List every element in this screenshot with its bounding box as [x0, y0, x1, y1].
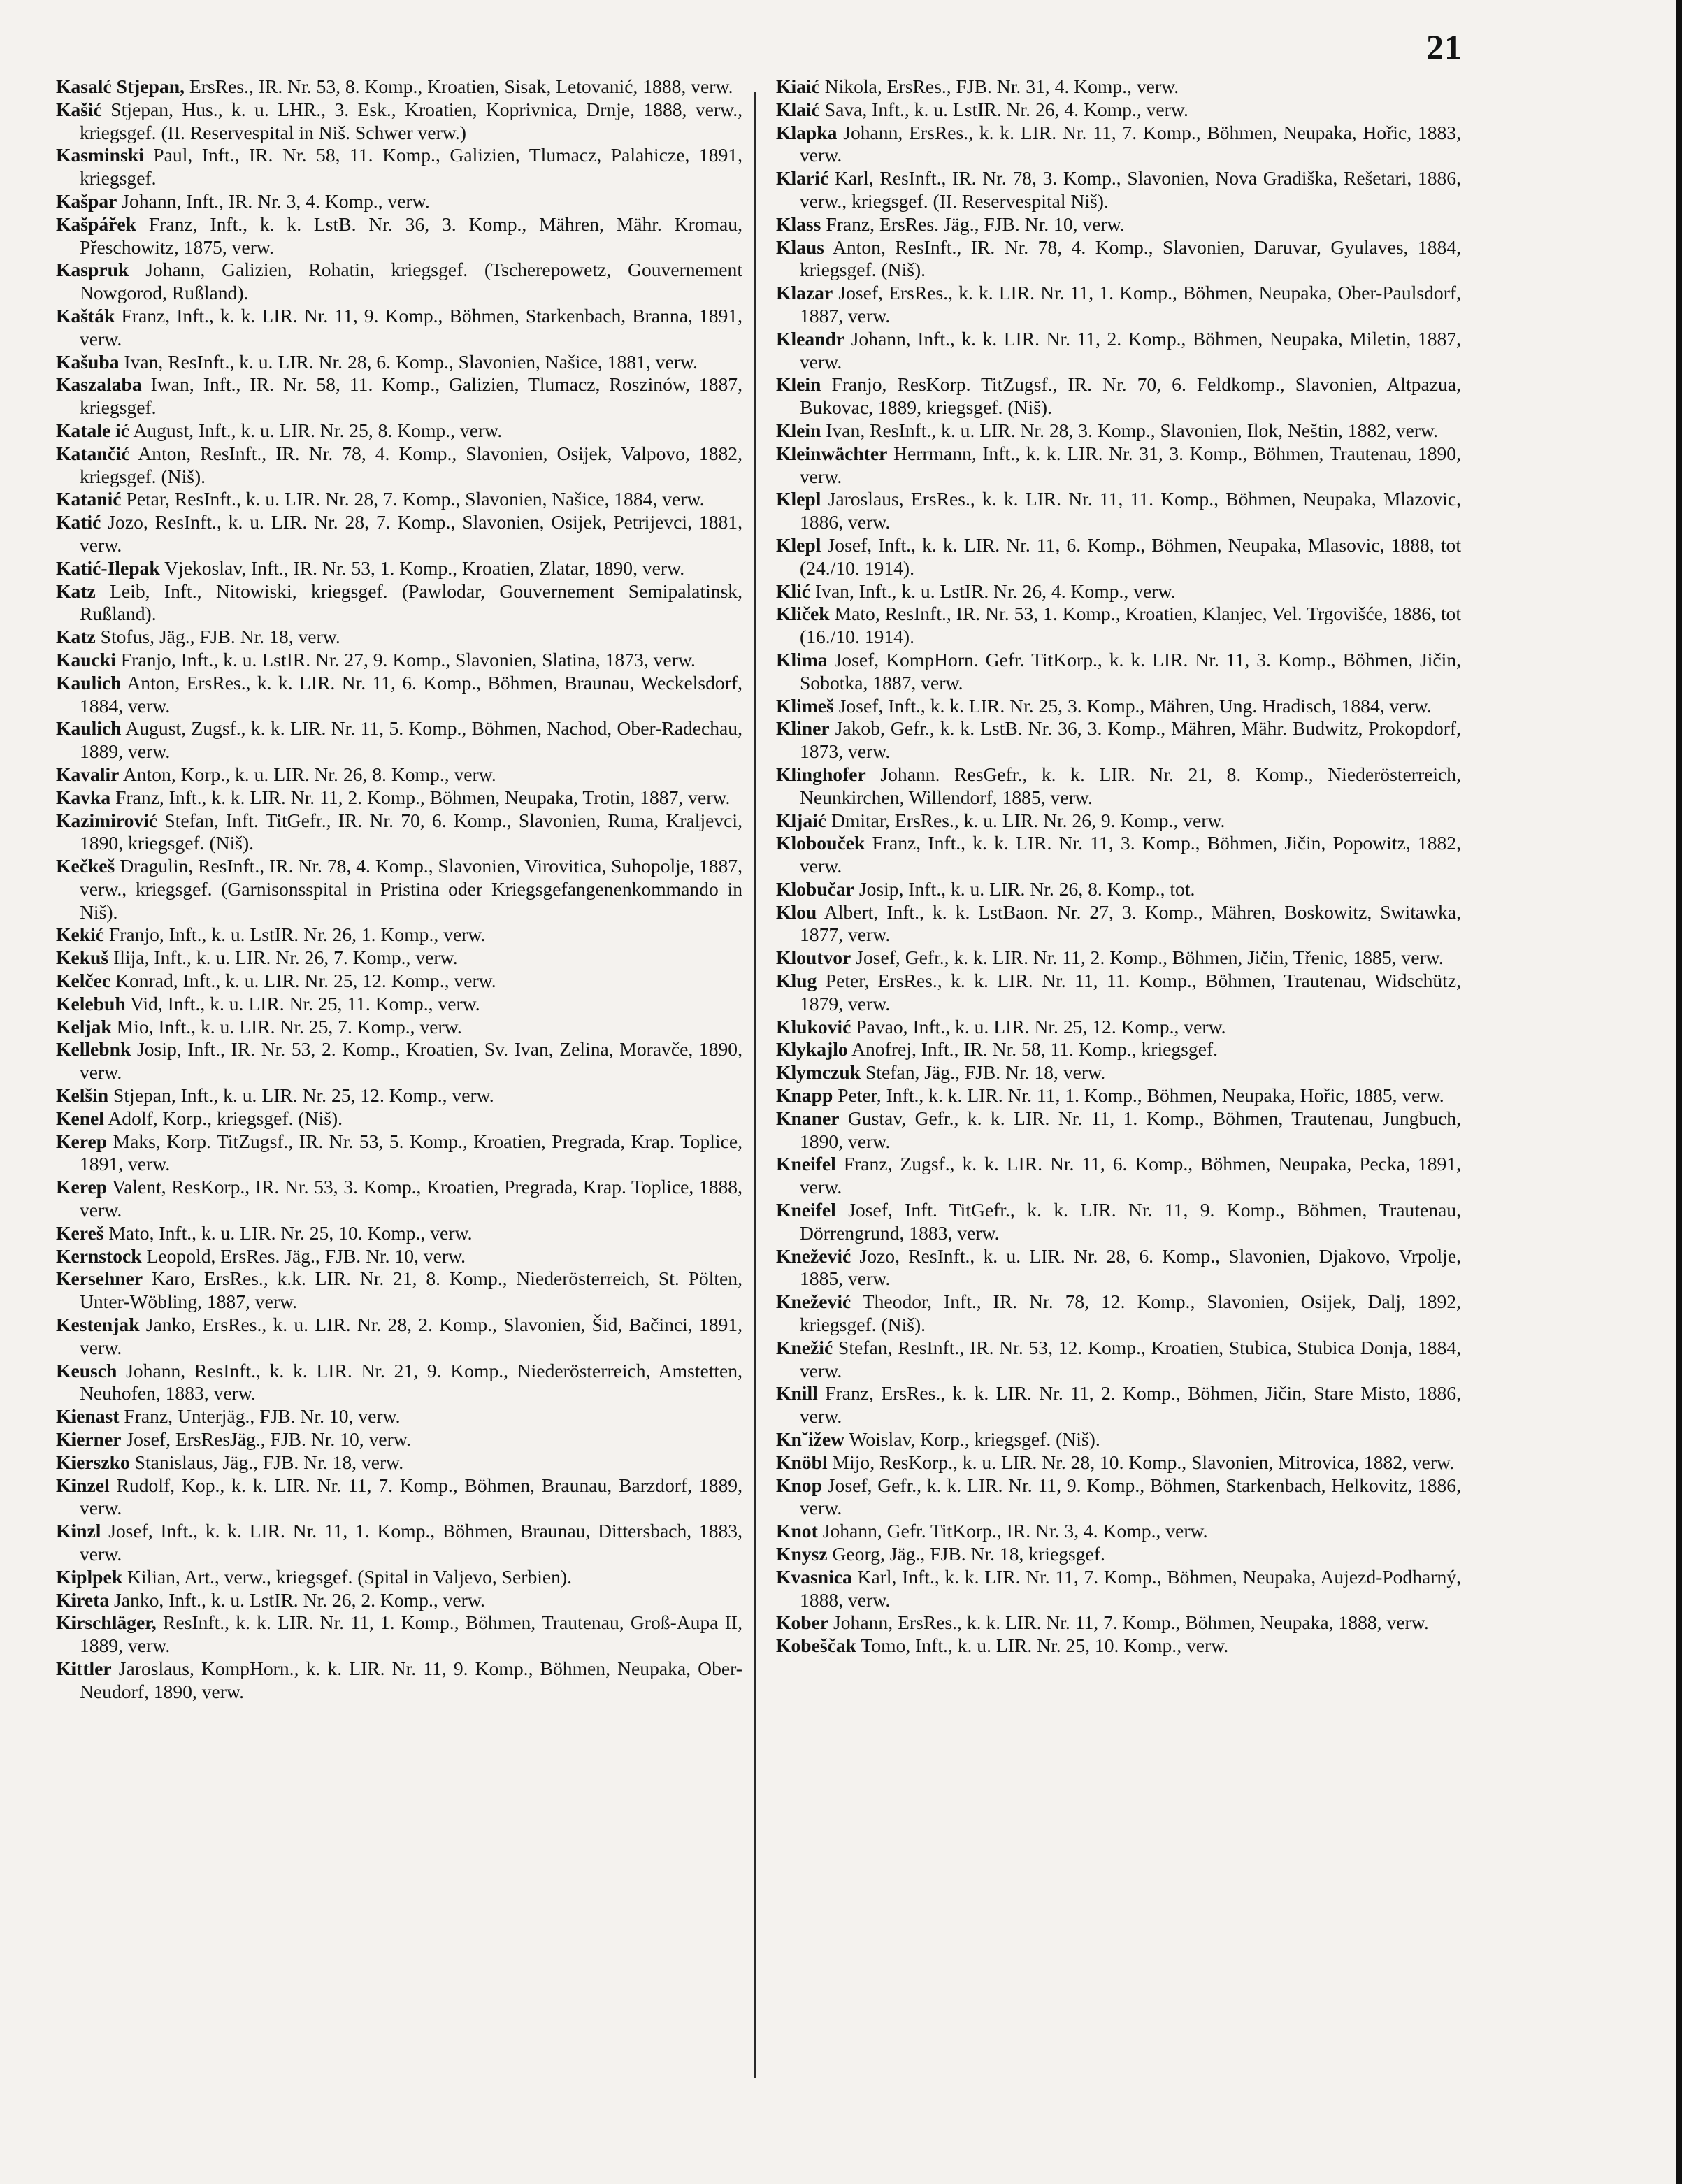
list-entry [56, 810, 742, 856]
list-entry [56, 855, 742, 924]
entry-surname: Kerep [56, 1130, 108, 1152]
list-entry [56, 443, 742, 489]
list-entry [56, 213, 742, 259]
list-entry [776, 970, 1461, 1016]
list-entry [56, 557, 742, 580]
entry-surname: Klobouček [776, 832, 865, 854]
list-entry [776, 1084, 1461, 1107]
entry-surname: Kienast [56, 1405, 120, 1428]
list-entry [56, 1474, 742, 1521]
list-entry [776, 878, 1461, 901]
entry-surname: Katančić [56, 442, 130, 464]
list-entry [56, 1267, 742, 1314]
list-entry [776, 1199, 1461, 1245]
list-entry [56, 993, 742, 1016]
entry-details: Franz, Unterjäg., FJB. Nr. 10, verw. [124, 1405, 401, 1428]
entry-surname: Klass [776, 213, 821, 235]
entry-details: Karl, ResInft., IR. Nr. 78, 3. Komp., Slavonien, Nova Gradiška, Rešetari, 1886, verw., kriegsgef. (II. Reservespital Niš). [800, 167, 1461, 212]
list-entry [56, 99, 742, 145]
entry-surname: Katz [56, 580, 96, 602]
entry-surname: Kobeščak [776, 1635, 856, 1657]
entry-surname: Klazar [776, 282, 833, 304]
list-entry [776, 1153, 1461, 1199]
list-entry [776, 580, 1461, 603]
entry-details: Woislav, Korp., kriegsgef. (Niš). [849, 1428, 1100, 1451]
entry-surname: Kašuba [56, 350, 120, 373]
entry-surname: Kavalir [56, 763, 120, 785]
entry-surname: Knežević [776, 1244, 851, 1267]
entry-surname: Kireta [56, 1588, 110, 1611]
entry-details: Stanislaus, Jäg., FJB. Nr. 18, verw. [134, 1451, 404, 1473]
entry-surname: Klykajlo [776, 1038, 848, 1061]
entry-details: Sava, Inft., k. u. LstIR. Nr. 26, 4. Komp., verw. [824, 98, 1188, 120]
entry-surname: Knöbl [776, 1451, 828, 1473]
entry-surname: Kasminski [56, 144, 144, 166]
list-entry [56, 1107, 742, 1130]
entry-details: Tomo, Inft., k. u. LIR. Nr. 25, 10. Komp., verw. [861, 1635, 1229, 1657]
entry-details: Iwan, Inft., IR. Nr. 58, 11. Komp., Galizien, Tlumacz, Roszinów, 1887, kriegsgef. [80, 373, 742, 419]
entry-details: ErsRes., IR. Nr. 53, 8. Komp., Kroatien, Sisak, Letovanić, 1888, verw. [189, 76, 733, 97]
list-entry [56, 76, 742, 99]
list-entry [776, 443, 1461, 489]
entry-surname: Klou [776, 900, 817, 923]
list-entry [776, 1451, 1461, 1474]
list-entry [776, 1016, 1461, 1039]
entry-surname: Klaić [776, 98, 820, 120]
list-entry [56, 511, 742, 557]
entry-details: Karl, Inft., k. k. LIR. Nr. 11, 7. Komp., Böhmen, Neupaka, Aujezd-Podharný, 1888, verw. [800, 1565, 1461, 1611]
entry-details: Johann, Gefr. TitKorp., IR. Nr. 3, 4. Komp., verw. [822, 1520, 1208, 1542]
list-entry [776, 1038, 1461, 1061]
entry-details: Gustav, Gefr., k. k. LIR. Nr. 11, 1. Komp., Böhmen, Trautenau, Jungbuch, 1890, verw. [800, 1107, 1461, 1152]
list-entry [776, 1566, 1461, 1612]
list-entry [56, 351, 742, 374]
entry-details: Anton, ResInft., IR. Nr. 78, 4. Komp., Slavonien, Daruvar, Gyulaves, 1884, kriegsgef. (Niš). [800, 236, 1461, 281]
list-entry [776, 1428, 1461, 1451]
entry-surname: Kneifel [776, 1153, 836, 1175]
entry-details: Leib, Inft., Nitowiski, kriegsgef. (Pawlodar, Gouvernement Semipalatinsk, Rußland). [80, 580, 742, 625]
list-entry [56, 786, 742, 810]
list-entry [56, 1245, 742, 1268]
entry-surname: Klaus [776, 236, 825, 258]
entry-surname: Kašić [56, 98, 102, 120]
entry-details: Johann, ErsRes., k. k. LIR. Nr. 11, 7. Komp., Böhmen, Neupaka, 1888, verw. [833, 1611, 1429, 1634]
entry-details: Anton, ResInft., IR. Nr. 78, 4. Komp., Slavonien, Osijek, Valpovo, 1882, kriegsgef. (Niš). [80, 442, 742, 487]
entry-details: Johann, ErsRes., k. k. LIR. Nr. 11, 7. Komp., Böhmen, Neupaka, Hořic, 1883, verw. [800, 121, 1461, 166]
list-entry [776, 213, 1461, 236]
entry-details: Jakob, Gefr., k. k. LstB. Nr. 36, 3. Komp., Mähren, Mähr. Budwitz, Prokopdorf, 1873, verw. [800, 717, 1461, 763]
entry-surname: Kiaić [776, 76, 820, 97]
entry-surname: Klimeš [776, 694, 834, 717]
entry-surname: Kaulich [56, 717, 122, 740]
entry-details: Ivan, ResInft., k. u. LIR. Nr. 28, 6. Komp., Slavonien, Našice, 1881, verw. [124, 350, 698, 373]
entry-details: Adolf, Korp., kriegsgef. (Niš). [108, 1107, 343, 1129]
entry-details: Josef, Inft. TitGefr., k. k. LIR. Nr. 11, 9. Komp., Böhmen, Trautenau, Dörrengrund, 1883, verw. [800, 1199, 1461, 1244]
list-entry [776, 534, 1461, 580]
entry-surname: Kittler [56, 1657, 112, 1679]
list-entry [56, 373, 742, 419]
entry-surname: Kleinwächter [776, 442, 888, 464]
entry-details: Anton, ErsRes., k. k. LIR. Nr. 11, 6. Komp., Böhmen, Braunau, Weckelsdorf, 1884, verw. [80, 671, 742, 717]
entry-surname: Klobučar [776, 877, 854, 900]
entry-surname: Kierszko [56, 1451, 130, 1473]
entry-surname: Kečkeš [56, 855, 115, 877]
list-entry [776, 603, 1461, 649]
entry-surname: Kliner [776, 717, 830, 740]
entry-details: Georg, Jäg., FJB. Nr. 18, kriegsgef. [832, 1543, 1105, 1565]
entry-details: Valent, ResKorp., IR. Nr. 53, 3. Komp., Kroatien, Pregrada, Krap. Toplice, 1888, verw. [80, 1176, 742, 1221]
entry-details: Pavao, Inft., k. u. LIR. Nr. 25, 12. Komp., verw. [856, 1015, 1226, 1037]
list-entry [56, 190, 742, 213]
list-entry [56, 419, 742, 443]
entry-details: Herrmann, Inft., k. k. LIR. Nr. 31, 3. Komp., Böhmen, Trautenau, 1890, verw. [800, 442, 1461, 487]
list-entry [56, 1084, 742, 1107]
entry-details: Maks, Korp. TitZugsf., IR. Nr. 53, 5. Komp., Kroatien, Pregrada, Krap. Toplice, 1891, verw. [80, 1130, 742, 1175]
list-entry [776, 122, 1461, 168]
entry-details: Franz, Zugsf., k. k. LIR. Nr. 11, 6. Komp., Böhmen, Neupaka, Pecka, 1891, verw. [800, 1153, 1461, 1198]
entry-details: Franz, Inft., k. k. LIR. Nr. 11, 2. Komp., Böhmen, Neupaka, Trotin, 1887, verw. [115, 786, 731, 808]
entry-details: Josef, Gefr., k. k. LIR. Nr. 11, 9. Komp., Böhmen, Starkenbach, Helkovitz, 1886, verw. [800, 1474, 1461, 1519]
entry-surname: Kekić [56, 924, 104, 946]
list-entry [776, 832, 1461, 878]
entry-details: Josef, ErsResJäg., FJB. Nr. 10, verw. [126, 1428, 411, 1451]
entry-details: August, Inft., k. u. LIR. Nr. 25, 8. Komp., verw. [133, 419, 503, 441]
entry-details: Janko, Inft., k. u. LstIR. Nr. 26, 2. Komp., verw. [114, 1588, 485, 1611]
entry-details: Mijo, ResKorp., k. u. LIR. Nr. 28, 10. Komp., Slavonien, Mitrovica, 1882, verw. [832, 1451, 1455, 1473]
entry-surname: Kierner [56, 1428, 122, 1451]
entry-surname: Knˇižew [776, 1428, 845, 1451]
entry-surname: Kavka [56, 786, 111, 808]
entry-surname: Knot [776, 1520, 818, 1542]
entry-details: Stjepan, Inft., k. u. LIR. Nr. 25, 12. Komp., verw. [113, 1084, 494, 1107]
entry-details: Josef, Gefr., k. k. LIR. Nr. 11, 2. Komp., Böhmen, Jičin, Třenic, 1885, verw. [856, 947, 1444, 969]
entry-details: Paul, Inft., IR. Nr. 58, 11. Komp., Galizien, Tlumacz, Palahicze, 1891, kriegsgef. [80, 144, 742, 189]
entry-surname: Kelšin [56, 1084, 109, 1107]
list-entry [56, 1451, 742, 1474]
list-entry [56, 763, 742, 786]
entry-surname: Klima [776, 648, 828, 670]
entry-details: Ilija, Inft., k. u. LIR. Nr. 26, 7. Komp., verw. [113, 947, 458, 969]
entry-surname: Kleandr [776, 327, 845, 350]
entry-surname: Kober [776, 1611, 829, 1634]
entry-details: Rudolf, Kop., k. k. LIR. Nr. 11, 7. Komp., Böhmen, Braunau, Barzdorf, 1889, verw. [80, 1474, 742, 1519]
entry-details: Vjekoslav, Inft., IR. Nr. 53, 1. Komp., Kroatien, Zlatar, 1890, verw. [164, 556, 685, 579]
entry-details: Dragulin, ResInft., IR. Nr. 78, 4. Komp., Slavonien, Virovitica, Suhopolje, 1887, verw., kriegsgef. (Garnisonsspital in Pristina oder Kriegsgefangenenkommando in Niš). [80, 855, 742, 923]
entry-surname: Klapka [776, 121, 838, 143]
entry-surname: Kellebnk [56, 1038, 131, 1061]
entry-details: Stefan, ResInft., IR. Nr. 53, 12. Komp., Kroatien, Stubica, Stubica Donja, 1884, verw. [800, 1336, 1461, 1381]
entry-surname: Kiplpek [56, 1565, 123, 1588]
list-entry [56, 1658, 742, 1704]
entry-surname: Knaner [776, 1107, 840, 1129]
list-entry [56, 672, 742, 718]
entry-details: Konrad, Inft., k. u. LIR. Nr. 25, 12. Komp., verw. [115, 970, 496, 992]
entry-surname: Keusch [56, 1359, 117, 1381]
list-entry [776, 1061, 1461, 1084]
entry-details: August, Zugsf., k. k. LIR. Nr. 11, 5. Komp., Böhmen, Nachod, Ober-Radechau, 1889, verw. [80, 717, 742, 763]
list-entry [56, 626, 742, 649]
list-entry [56, 1589, 742, 1612]
list-entry [776, 99, 1461, 122]
list-entry [776, 649, 1461, 695]
entry-surname: Kestenjak [56, 1314, 140, 1336]
entry-surname: Kašpářek [56, 213, 136, 235]
list-entry [56, 259, 742, 305]
entry-details: Josef, Inft., k. k. LIR. Nr. 25, 3. Komp., Mähren, Ung. Hradisch, 1884, verw. [838, 694, 1432, 717]
entry-surname: Kerep [56, 1176, 108, 1198]
entry-surname: Klić [776, 580, 811, 602]
list-entry [56, 924, 742, 947]
entry-details: Janko, ErsRes., k. u. LIR. Nr. 28, 2. Komp., Slavonien, Šid, Bačinci, 1891, verw. [80, 1314, 742, 1358]
column-divider [754, 92, 756, 2078]
entry-details: Josef, Inft., k. k. LIR. Nr. 11, 6. Komp., Böhmen, Neupaka, Mlasovic, 1888, tot (24./10. 1914). [800, 533, 1461, 579]
entry-details: Mio, Inft., k. u. LIR. Nr. 25, 7. Komp., verw. [116, 1015, 462, 1037]
list-entry [776, 1611, 1461, 1635]
list-entry [776, 167, 1461, 213]
entry-details: Franz, ErsRes. Jäg., FJB. Nr. 10, verw. [826, 213, 1125, 235]
list-entry [776, 810, 1461, 833]
left-column [56, 76, 742, 1704]
entry-surname: Knop [776, 1474, 822, 1496]
entry-surname: Katić [56, 511, 101, 533]
entry-details: Johann, Galizien, Rohatin, kriegsgef. (Tscherepowetz, Gouvernement Nowgorod, Rußland). [80, 259, 743, 304]
entry-surname: Kljaić [776, 809, 827, 831]
entry-surname: Kersehner [56, 1267, 143, 1290]
entry-surname: Katić-Ilepak [56, 556, 160, 579]
list-entry [56, 1428, 742, 1451]
list-entry [776, 488, 1461, 534]
list-entry [56, 1222, 742, 1245]
list-entry [776, 1635, 1461, 1658]
entry-surname: Katale ić [56, 419, 129, 441]
list-entry [56, 1314, 742, 1360]
entry-details: Kilian, Art., verw., kriegsgef. (Spital in Valjevo, Serbien). [127, 1565, 573, 1588]
entry-surname: Klein [776, 419, 821, 441]
entry-surname: Kaulich [56, 671, 122, 694]
entry-surname: Kinzl [56, 1520, 101, 1542]
list-entry [776, 1543, 1461, 1566]
entry-details: Franz, Inft., k. k. LstB. Nr. 36, 3. Komp., Mähren, Mähr. Kromau, Přeschowitz, 1875, verw. [80, 213, 742, 258]
entry-details: Stefan, Inft. TitGefr., IR. Nr. 70, 6. Komp., Slavonien, Ruma, Kraljevci, 1890, kriegsgef. (Niš). [80, 809, 742, 854]
entry-surname: Kašpar [56, 189, 117, 212]
entry-surname: Klinghofer [776, 763, 866, 785]
entry-details: Josip, Inft., IR. Nr. 53, 2. Komp., Kroatien, Sv. Ivan, Zelina, Moravče, 1890, verw. [80, 1038, 743, 1084]
entry-surname: Kereš [56, 1221, 104, 1244]
list-entry [56, 580, 742, 626]
entry-details: Jaroslaus, ErsRes., k. k. LIR. Nr. 11, 11. Komp., Böhmen, Neupaka, Mlazovic, 1886, verw. [800, 488, 1461, 533]
list-entry [56, 1520, 742, 1566]
entry-surname: Kelčec [56, 970, 111, 992]
list-entry [56, 1130, 742, 1177]
list-entry [56, 1016, 742, 1039]
entry-details: Franjo, Inft., k. u. LstIR. Nr. 27, 9. Komp., Slavonien, Slatina, 1873, verw. [120, 648, 696, 670]
list-entry [56, 947, 742, 970]
entry-details: Josip, Inft., k. u. LIR. Nr. 26, 8. Komp., tot. [858, 877, 1195, 900]
list-entry [56, 1038, 742, 1084]
entry-details: Anton, Korp., k. u. LIR. Nr. 26, 8. Komp., verw. [122, 763, 496, 785]
entry-surname: Knill [776, 1382, 818, 1404]
list-entry [56, 1360, 742, 1406]
entry-surname: Kaucki [56, 648, 116, 670]
entry-surname: Klepl [776, 533, 821, 556]
entry-details: Peter, ErsRes., k. k. LIR. Nr. 11, 11. Komp., Böhmen, Trautenau, Widschütz, 1879, verw. [800, 970, 1461, 1014]
entry-surname: Klarić [776, 167, 829, 189]
list-entry [776, 1107, 1461, 1154]
entry-details: Petar, ResInft., k. u. LIR. Nr. 28, 7. Komp., Slavonien, Našice, 1884, verw. [126, 488, 705, 510]
entry-surname: Kvasnica [776, 1565, 852, 1588]
entry-surname: Kneifel [776, 1199, 836, 1221]
page-number: 21 [1426, 27, 1462, 66]
entry-surname: Kasalć Stjepan, [56, 76, 185, 97]
entry-surname: Kluković [776, 1015, 851, 1037]
entry-details: Josef, ErsRes., k. k. LIR. Nr. 11, 1. Komp., Böhmen, Neupaka, Ober-Paulsdorf, 1887, verw. [800, 282, 1461, 326]
entry-surname: Knysz [776, 1543, 828, 1565]
entry-details: Franz, ErsRes., k. k. LIR. Nr. 11, 2. Komp., Böhmen, Jičin, Stare Misto, 1886, verw. [800, 1382, 1461, 1428]
list-entry [776, 76, 1461, 99]
entry-surname: Kloutvor [776, 947, 851, 969]
entry-details: Franjo, Inft., k. u. LstIR. Nr. 26, 1. Komp., verw. [108, 924, 486, 946]
list-entry [776, 282, 1461, 328]
entry-surname: Kernstock [56, 1244, 142, 1267]
list-entry [56, 1566, 742, 1589]
entry-details: Johann, ResInft., k. k. LIR. Nr. 21, 9. Komp., Niederösterreich, Amstetten, Neuhofen, 1883, verw. [80, 1359, 743, 1404]
entry-details: Franjo, ResKorp. TitZugsf., IR. Nr. 70, 6. Feldkomp., Slavonien, Altpazua, Bukovac, 1889, kriegsgef. (Niš). [800, 373, 1462, 419]
entry-details: Jaroslaus, KompHorn., k. k. LIR. Nr. 11, 9. Komp., Böhmen, Neupaka, Ober-Neudorf, 1890, verw. [80, 1657, 742, 1702]
list-entry [56, 649, 742, 672]
list-entry [776, 1520, 1461, 1543]
list-entry [56, 1611, 742, 1658]
entry-details: Karo, ErsRes., k.k. LIR. Nr. 21, 8. Komp., Niederösterreich, St. Pölten, Unter-Wöbling, 1887, verw. [80, 1267, 742, 1313]
entry-details: Leopold, ErsRes. Jäg., FJB. Nr. 10, verw. [146, 1244, 466, 1267]
entry-details: Albert, Inft., k. k. LstBaon. Nr. 27, 3. Komp., Mähren, Boskowitz, Switawka, 1877, verw. [800, 900, 1461, 946]
entry-surname: Kazimirović [56, 809, 158, 831]
list-entry [776, 373, 1461, 419]
entry-details: Ivan, Inft., k. u. LstIR. Nr. 26, 4. Komp., verw. [814, 580, 1176, 602]
entry-surname: Katanić [56, 488, 122, 510]
entry-details: Dmitar, ErsRes., k. u. LIR. Nr. 26, 9. Komp., verw. [831, 809, 1225, 831]
entry-surname: Kliček [776, 603, 830, 625]
list-entry [776, 695, 1461, 718]
entry-surname: Kenel [56, 1107, 104, 1129]
list-entry [56, 1405, 742, 1428]
entry-details: Stofus, Jäg., FJB. Nr. 18, verw. [100, 626, 340, 648]
entry-surname: Kelebuh [56, 992, 126, 1014]
entry-surname: Knežević [776, 1291, 851, 1313]
entry-details: Ivan, ResInft., k. u. LIR. Nr. 28, 3. Komp., Slavonien, Ilok, Neštin, 1882, verw. [826, 419, 1439, 441]
list-entry [776, 901, 1461, 947]
entry-details: Johann, Inft., IR. Nr. 3, 4. Komp., verw. [122, 189, 430, 212]
entry-surname: Kirschläger, [56, 1611, 157, 1634]
entry-details: Josef, Inft., k. k. LIR. Nr. 11, 1. Komp., Böhmen, Braunau, Dittersbach, 1883, verw. [80, 1520, 742, 1565]
list-entry [56, 488, 742, 511]
entry-surname: Kašták [56, 304, 115, 326]
entry-surname: Katz [56, 626, 96, 648]
entry-surname: Klein [776, 373, 821, 396]
entry-details: Mato, ResInft., IR. Nr. 53, 1. Komp., Kroatien, Klanjec, Vel. Trgovišće, 1886, tot (16./10. 1914). [800, 603, 1461, 648]
entry-details: Stjepan, Hus., k. u. LHR., 3. Esk., Kroatien, Koprivnica, Drnje, 1888, verw., kriegsgef. (II. Reservespital in Niš. Schwer verw.) [80, 98, 742, 143]
entry-details: Josef, KompHorn. Gefr. TitKorp., k. k. LIR. Nr. 11, 3. Komp., Böhmen, Jičin, Sobotka, 1887, verw. [800, 648, 1461, 694]
list-entry [776, 328, 1461, 374]
entry-details: Mato, Inft., k. u. LIR. Nr. 25, 10. Komp., verw. [108, 1221, 473, 1244]
list-entry [776, 717, 1461, 763]
entry-surname: Kaszalaba [56, 373, 142, 396]
entry-details: Vid, Inft., k. u. LIR. Nr. 25, 11. Komp., verw. [130, 992, 480, 1014]
list-entry [776, 763, 1461, 810]
entry-details: Stefan, Jäg., FJB. Nr. 18, verw. [865, 1061, 1106, 1084]
entry-surname: Kekuš [56, 947, 109, 969]
entry-details: Nikola, ErsRes., FJB. Nr. 31, 4. Komp., verw. [824, 76, 1179, 97]
entry-details: Johann, Inft., k. k. LIR. Nr. 11, 2. Komp., Böhmen, Neupaka, Miletin, 1887, verw. [800, 327, 1461, 373]
entry-surname: Klepl [776, 488, 821, 510]
list-entry [56, 305, 742, 351]
entry-details: Franz, Inft., k. k. LIR. Nr. 11, 3. Komp., Böhmen, Jičin, Popowitz, 1882, verw. [800, 832, 1461, 877]
list-entry [56, 717, 742, 763]
list-entry [776, 1245, 1461, 1291]
entry-surname: Klug [776, 970, 817, 992]
entry-details: ResInft., k. k. LIR. Nr. 11, 1. Komp., Böhmen, Trautenau, Groß-Aupa II, 1889, verw. [80, 1611, 742, 1657]
entry-details: Jozo, ResInft., k. u. LIR. Nr. 28, 7. Komp., Slavonien, Osijek, Petrijevci, 1881, verw. [80, 511, 742, 556]
entry-surname: Klymczuk [776, 1061, 861, 1084]
list-entry [776, 236, 1461, 282]
entry-surname: Knežić [776, 1336, 833, 1358]
list-entry [776, 1337, 1461, 1383]
entry-surname: Keljak [56, 1015, 112, 1037]
list-entry [56, 1176, 742, 1222]
right-column [776, 76, 1461, 1658]
list-entry [56, 970, 742, 993]
list-entry [776, 419, 1461, 443]
entry-surname: Kaspruk [56, 259, 129, 281]
entry-details: Franz, Inft., k. k. LIR. Nr. 11, 9. Komp., Böhmen, Starkenbach, Branna, 1891, verw. [80, 304, 742, 350]
list-entry [776, 947, 1461, 970]
entry-details: Johann. ResGefr., k. k. LIR. Nr. 21, 8. Komp., Niederösterreich, Neunkirchen, Willendorf, 1885, verw. [800, 763, 1461, 808]
entry-surname: Knapp [776, 1084, 833, 1107]
list-entry [776, 1382, 1461, 1428]
entry-details: Peter, Inft., k. k. LIR. Nr. 11, 1. Komp., Böhmen, Neupaka, Hořic, 1885, verw. [838, 1084, 1444, 1107]
entry-surname: Kinzel [56, 1474, 110, 1496]
entry-details: Jozo, ResInft., k. u. LIR. Nr. 28, 6. Komp., Slavonien, Djakovo, Vrpolje, 1885, verw. [800, 1244, 1461, 1290]
entry-details: Theodor, Inft., IR. Nr. 78, 12. Komp., Slavonien, Osijek, Dalj, 1892, kriegsgef. (Niš). [800, 1291, 1461, 1336]
list-entry [56, 144, 742, 190]
entry-details: Anofrej, Inft., IR. Nr. 58, 11. Komp., kriegsgef. [851, 1038, 1219, 1061]
list-entry [776, 1474, 1461, 1521]
page-edge [1676, 0, 1682, 2184]
list-entry [776, 1291, 1461, 1337]
